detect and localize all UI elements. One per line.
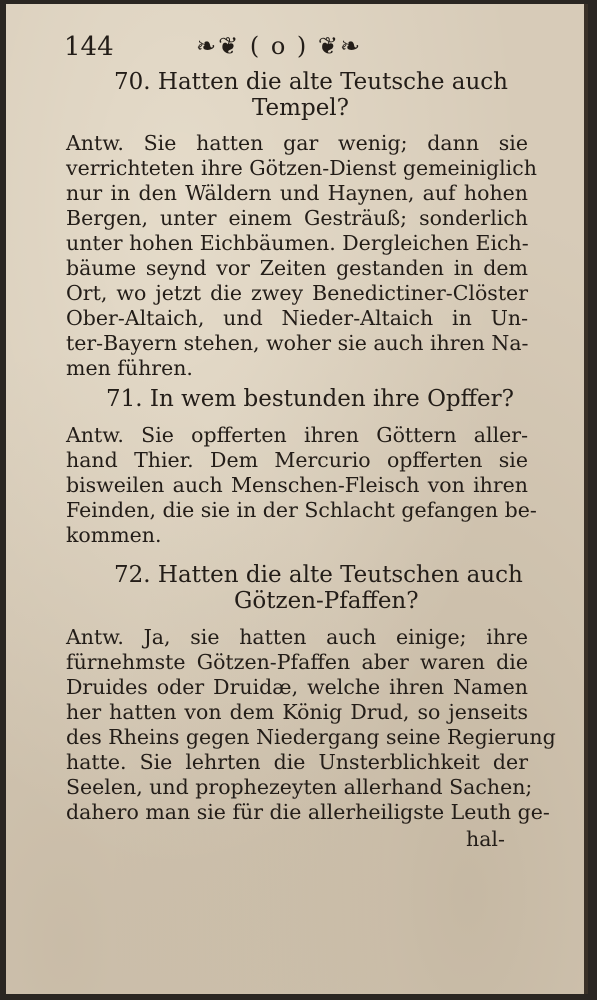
answer-70-line: Ort, wo jetzt die zwey Benedictiner-Clöster	[66, 281, 528, 305]
page-body	[6, 4, 584, 994]
answer-70-line: Ober-Altaich, und Nieder-Altaich in Un-	[66, 306, 528, 330]
question-71-line-1: 71. In wem bestunden ihre Opffer?	[106, 386, 514, 412]
page-number: 144	[64, 32, 114, 62]
answer-71-line: kommen.	[66, 523, 162, 547]
book-page	[6, 4, 588, 994]
question-72-line-2: Götzen-Pfaffen?	[234, 588, 419, 614]
answer-72-line: Druides oder Druidæ, welche ihren Namen	[66, 675, 528, 699]
answer-72-line: Seelen, und prophezeyten allerhand Sachen;	[66, 775, 533, 799]
question-70-line-1: 70. Hatten die alte Teutsche auch	[114, 69, 508, 95]
catchword: hal-	[466, 827, 505, 851]
answer-72-line: fürnehmste Götzen-Pfaffen aber waren die	[66, 650, 528, 674]
answer-72-line: Antw. Ja, sie hatten auch einige; ihre	[66, 625, 528, 649]
answer-72-line: dahero man sie für die allerheiligste Leuth ge-	[66, 800, 550, 824]
answer-70-line: Bergen, unter einem Gesträuß; sonderlich	[66, 206, 528, 230]
question-70-line-2: Tempel?	[252, 95, 349, 121]
answer-72-line: hatte. Sie lehrten die Unsterblichkeit der	[66, 750, 528, 774]
answer-70-line: Antw. Sie hatten gar wenig; dann sie	[66, 131, 528, 155]
answer-70-line: verrichteten ihre Götzen-Dienst gemeiniglich	[66, 156, 537, 180]
answer-70-line: ter-Bayern stehen, woher sie auch ihren Na-	[66, 331, 529, 355]
answer-71-line: bisweilen auch Menschen-Fleisch von ihren	[66, 473, 528, 497]
question-72-line-1: 72. Hatten die alte Teutschen auch	[114, 562, 523, 588]
answer-72-line: des Rheins gegen Niedergang seine Regierung	[66, 725, 556, 749]
answer-71-line: Antw. Sie opfferten ihren Göttern aller-	[66, 423, 528, 447]
answer-70-line: men führen.	[66, 356, 193, 380]
answer-72-line: her hatten von dem König Drud, so jenseits	[66, 700, 528, 724]
answer-70-line: nur in den Wäldern und Haynen, auf hohen	[66, 181, 528, 205]
answer-71-line: hand Thier. Dem Mercurio opfferten sie	[66, 448, 528, 472]
header-ornament: ❧❦ ( o ) ❦❧	[196, 32, 363, 60]
answer-70-line: bäume seynd vor Zeiten gestanden in dem	[66, 256, 528, 280]
answer-71-line: Feinden, die sie in der Schlacht gefangen be-	[66, 498, 537, 522]
answer-70-line: unter hohen Eichbäumen. Dergleichen Eich-	[66, 231, 529, 255]
